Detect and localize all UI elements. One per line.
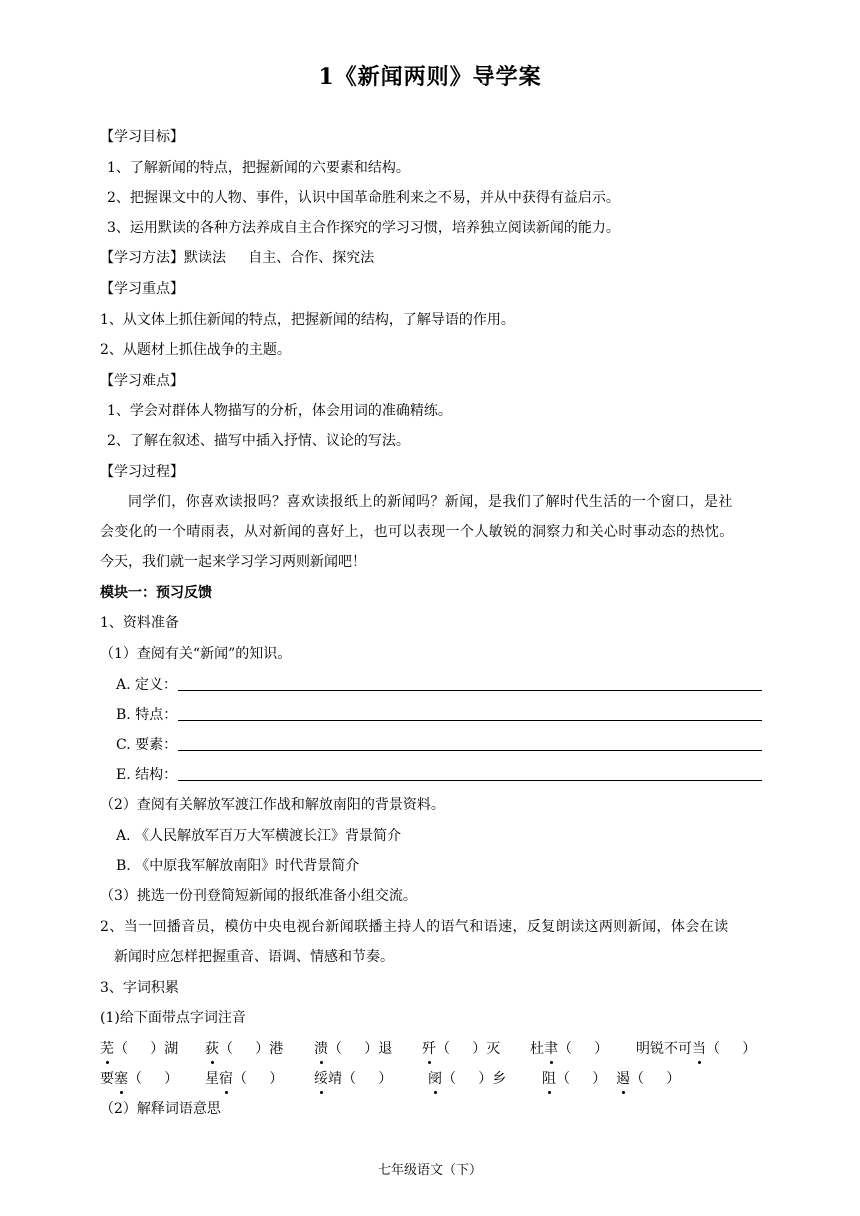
dotted-char: 阌 bbox=[428, 1071, 442, 1087]
section-line: 2、当一回播音员，模仿中央电视台新闻联播主持人的语气和语速，反复朗读这两则新闻，体会在读 bbox=[100, 919, 729, 935]
goal-item: 2、把握课文中的人物、事件，认识中国革命胜利来之不易，并从中获得有益启示。 bbox=[107, 190, 620, 206]
goal-item: 3、运用默读的各种方法养成自主合作探究的学习习惯，培养独立阅读新闻的能力。 bbox=[107, 220, 620, 236]
pinyin-blank[interactable]: （ ）退 bbox=[328, 1041, 393, 1057]
field-label-elements: C. 要素： bbox=[116, 737, 178, 753]
subsection-heading: （1）查阅有关“新闻”的知识。 bbox=[100, 646, 292, 662]
pinyin-blank[interactable]: （ ）港 bbox=[219, 1041, 284, 1057]
pinyin-item bbox=[422, 1039, 500, 1059]
dotted-char: 宿 bbox=[219, 1071, 233, 1087]
page-title: 1《新闻两则》导学案 bbox=[318, 64, 542, 90]
dotted-char: 阻 bbox=[542, 1071, 556, 1087]
pinyin-blank[interactable]: （ ）乡 bbox=[442, 1071, 507, 1087]
pinyin-item bbox=[314, 1069, 392, 1089]
dotted-char: 塞 bbox=[114, 1071, 128, 1087]
subsection-heading: （3）挑选一份刊登简短新闻的报纸准备小组交流。 bbox=[100, 888, 417, 904]
pinyin-item bbox=[530, 1039, 608, 1059]
pinyin-item bbox=[636, 1039, 756, 1059]
method-line: 【学习方法】默读法 自主、合作、探究法 bbox=[100, 250, 375, 266]
structure-answer-line[interactable] bbox=[178, 780, 762, 781]
pinyin-item bbox=[100, 1069, 178, 1089]
background-item: B. 《中原我军解放南阳》时代背景简介 bbox=[116, 858, 360, 874]
definition-answer-line[interactable] bbox=[178, 690, 762, 691]
pinyin-item bbox=[205, 1069, 283, 1089]
page-footer: 七年级语文（下） bbox=[377, 1163, 482, 1178]
plain-char: 明锐不可 bbox=[636, 1041, 692, 1057]
pinyin-blank[interactable]: 靖（ ） bbox=[328, 1071, 393, 1087]
process-paragraph-line: 同学们，你喜欢读报吗？喜欢读报纸上的新闻吗？新闻，是我们了解时代生活的一个窗口，是社 bbox=[128, 494, 733, 510]
pinyin-blank[interactable]: （ ）湖 bbox=[114, 1041, 179, 1057]
dotted-char: 荻 bbox=[205, 1041, 219, 1057]
pinyin-blank[interactable]: （ ） bbox=[630, 1071, 681, 1087]
plain-char: 要 bbox=[100, 1071, 114, 1087]
elements-answer-line[interactable] bbox=[178, 750, 762, 751]
subsection-heading: （2）查阅有关解放军渡江作战和解放南阳的背景资料。 bbox=[100, 797, 445, 813]
pinyin-blank[interactable]: （ ） bbox=[233, 1071, 284, 1087]
process-paragraph-line: 会变化的一个晴雨表，从对新闻的喜好上，也可以表现一个人敏锐的洞察力和关心时事动态的热忱。 bbox=[100, 524, 734, 540]
dotted-char: 聿 bbox=[544, 1041, 558, 1057]
goals-heading: 【学习目标】 bbox=[100, 129, 184, 145]
key-heading: 【学习重点】 bbox=[100, 281, 184, 297]
features-answer-line[interactable] bbox=[178, 720, 762, 721]
process-heading: 【学习过程】 bbox=[100, 464, 184, 480]
section-line: 新闻时应怎样把握重音、语调、情感和节奏。 bbox=[114, 949, 394, 965]
difficult-item: 2、了解在叙述、描写中插入抒情、议论的写法。 bbox=[107, 433, 410, 449]
pinyin-item bbox=[428, 1069, 506, 1089]
plain-char: 杜 bbox=[530, 1041, 544, 1057]
field-label-definition: A. 定义： bbox=[116, 677, 178, 693]
key-item: 1、从文体上抓住新闻的特点，把握新闻的结构，了解导语的作用。 bbox=[100, 312, 515, 328]
difficult-heading: 【学习难点】 bbox=[100, 373, 184, 389]
pinyin-blank[interactable]: （ ） bbox=[558, 1041, 609, 1057]
field-label-features: B. 特点： bbox=[116, 707, 178, 723]
key-item: 2、从题材上抓住战争的主题。 bbox=[100, 342, 291, 358]
pinyin-blank[interactable]: （ ） bbox=[706, 1041, 757, 1057]
dotted-char: 当 bbox=[692, 1041, 706, 1057]
background-item: A. 《人民解放军百万大军横渡长江》背景简介 bbox=[116, 828, 402, 844]
subsection-heading: (1)给下面带点字词注音 bbox=[100, 1010, 246, 1026]
pinyin-blank[interactable]: （ ） bbox=[556, 1071, 607, 1087]
dotted-char: 绥 bbox=[314, 1071, 328, 1087]
dotted-char: 遏 bbox=[616, 1071, 630, 1087]
dotted-char: 芜 bbox=[100, 1041, 114, 1057]
difficult-item: 1、学会对群体人物描写的分析，体会用词的准确精练。 bbox=[107, 403, 452, 419]
field-label-structure: E. 结构： bbox=[116, 767, 178, 783]
pinyin-item bbox=[100, 1039, 178, 1059]
section-heading: 1、资料准备 bbox=[100, 615, 179, 631]
pinyin-item bbox=[616, 1069, 680, 1089]
pinyin-blank[interactable]: （ ） bbox=[128, 1071, 179, 1087]
subsection-heading: （2）解释词语意思 bbox=[100, 1101, 221, 1117]
dotted-char: 溃 bbox=[314, 1041, 328, 1057]
pinyin-item bbox=[542, 1069, 606, 1089]
plain-char: 星 bbox=[205, 1071, 219, 1087]
module-heading: 模块一：预习反馈 bbox=[100, 585, 212, 601]
dotted-char: 歼 bbox=[422, 1041, 436, 1057]
pinyin-item bbox=[205, 1039, 283, 1059]
process-paragraph-line: 今天，我们就一起来学习学习两则新闻吧！ bbox=[100, 554, 366, 570]
pinyin-item bbox=[314, 1039, 392, 1059]
pinyin-blank[interactable]: （ ）灭 bbox=[436, 1041, 501, 1057]
goal-item: 1、了解新闻的特点，把握新闻的六要素和结构。 bbox=[107, 160, 410, 176]
section-heading: 3、字词积累 bbox=[100, 980, 179, 996]
